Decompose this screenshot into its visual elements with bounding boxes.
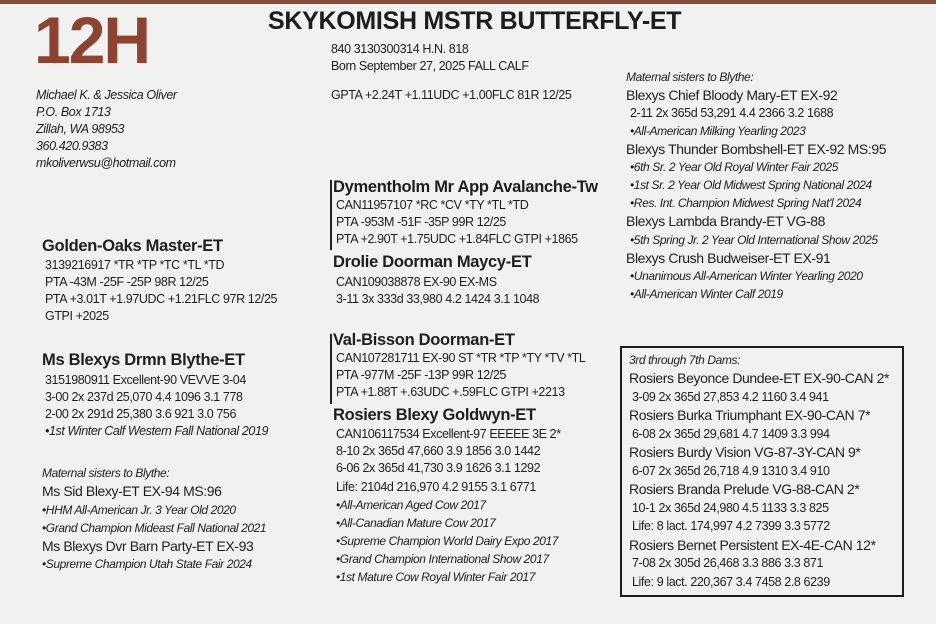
dams-dam-award: •Grand Champion International Show 2017 [336, 552, 549, 566]
dams-dam-award: •1st Mature Cow Royal Winter Fair 2017 [336, 570, 535, 584]
dams-dam-name: Rosiers Blexy Goldwyn-ET [333, 406, 536, 424]
sire-line: PTA -43M -25F -25P 98R 12/25 [45, 275, 209, 289]
sister-award: •All-American Milking Yearling 2023 [630, 123, 806, 138]
pedigree-bracket [330, 334, 332, 404]
sister-name: Ms Blexys Dvr Barn Party-ET EX-93 [42, 537, 254, 554]
sister-award: •Supreme Champion Utah State Fair 2024 [42, 557, 252, 571]
sister-record: 2-11 2x 365d 53,291 4.4 2366 3.2 1688 [630, 105, 834, 120]
sires-sire-name: Dymentholm Mr App Avalanche-Tw [333, 178, 598, 196]
dam-entry-record: Life: 9 lact. 220,367 3.4 7458 2.8 6239 [632, 574, 830, 589]
dams-sire-line: PTA +1.88T +.63UDC +.59FLC GTPI +2213 [336, 385, 565, 399]
maternal-sisters-right [626, 68, 886, 303]
sister-name: Blexys Lambda Brandy-ET VG-88 [626, 213, 826, 229]
dams-dam-line: 8-10 2x 365d 47,660 3.9 1856 3.0 1442 [336, 444, 541, 458]
dam-entry-name: Rosiers Burka Triumphant EX-90-CAN 7* [629, 407, 871, 423]
pedigree-bracket [330, 180, 332, 250]
sister-award: •5th Spring Jr. 2 Year Old International Show 2025 [630, 232, 878, 247]
lot-number: 12H [34, 3, 150, 77]
dams-dam-award: •All-American Aged Cow 2017 [336, 498, 486, 512]
sires-dam-line: 3-11 3x 333d 33,980 4.2 1424 3.1 1048 [336, 292, 540, 306]
dam-line: 3151980911 Excellent-90 VEVVE 3-04 [45, 373, 246, 387]
dam-line: 3-00 2x 237d 25,070 4.4 1096 3.1 778 [45, 390, 243, 404]
sires-dam-name: Drolie Doorman Maycy-ET [333, 253, 532, 271]
sister-award: •All-American Winter Calf 2019 [630, 287, 783, 301]
dams-dam-award: •Supreme Champion World Dairy Expo 2017 [336, 534, 559, 548]
consignor-phone: 360.420.9383 [36, 139, 108, 153]
dam-entry-name: Rosiers Beyonce Dundee-ET EX-90-CAN 2* [629, 370, 890, 386]
dams-dam-block [333, 405, 561, 586]
dams-dam-award: •All-Canadian Mature Cow 2017 [336, 516, 496, 530]
consignor-address: P.O. Box 1713 [36, 105, 111, 119]
sires-dam-line: CAN109038878 EX-90 EX-MS [336, 275, 497, 289]
dams-dam-line: Life: 2104d 216,970 4.2 9155 3.1 6771 [336, 480, 536, 494]
sires-sire-line: PTA +2.90T +1.75UDC +1.84FLC GTPI +1865 [336, 232, 578, 246]
section-heading: Maternal sisters to Blythe: [42, 466, 170, 480]
sister-name: Blexys Thunder Bombshell-ET EX-92 MS:95 [626, 140, 887, 157]
sister-name: Ms Sid Blexy-ET EX-94 MS:96 [42, 483, 222, 499]
dam-entry-record: 10-1 2x 365d 24,980 4.5 1133 3.3 825 [632, 500, 829, 515]
sire-block [42, 236, 278, 325]
sires-sire-line: CAN11957107 *RC *CV *TY *TL *TD [336, 198, 529, 212]
consignor-city: Zillah, WA 98953 [36, 122, 125, 136]
consignor-name: Michael K. & Jessica Oliver [36, 88, 177, 102]
dam-entry-record: 3-09 2x 365d 27,853 4.2 1160 3.4 941 [632, 389, 829, 404]
sire-line: PTA +3.01T +1.97UDC +1.21FLC 97R 12/25 [45, 292, 278, 306]
registration-line: 840 3130300314 H.N. 818 [331, 42, 469, 56]
section-heading: Maternal sisters to Blythe: [626, 70, 754, 84]
sires-sire-line: PTA -953M -51F -35P 99R 12/25 [336, 215, 506, 229]
consignor-info [36, 87, 177, 172]
dam-line: 2-00 2x 291d 25,380 3.6 921 3.0 756 [45, 407, 237, 421]
dams-sire-block [333, 330, 586, 401]
sister-name: Blexys Crush Budweiser-ET EX-91 [626, 249, 831, 266]
dam-block [42, 350, 269, 440]
dam-entry-name: Rosiers Burdy Vision VG-87-3Y-CAN 9* [629, 444, 861, 460]
page-title: SKYKOMISH MSTR BUTTERFLY-ET [268, 7, 682, 35]
dam-entry-record: 7-08 2x 305d 26,468 3.3 886 3.3 871 [632, 556, 824, 570]
sister-award: •Grand Champion Mideast Fall National 2021 [42, 520, 267, 535]
sire-line: 3139216917 *TR *TP *TC *TL *TD [45, 258, 225, 272]
dams-dam-line: CAN106117534 Excellent-97 EEEEE 3E 2* [336, 427, 561, 441]
sister-award: •1st Sr. 2 Year Old Midwest Spring National 2024 [630, 178, 872, 192]
sister-award: •Res. Int. Champion Midwest Spring Nat'l 2024 [630, 196, 862, 210]
dams-sire-line: CAN107281711 EX-90 ST *TR *TP *TY *TV *TL [336, 351, 586, 365]
sister-award: •HHM All-American Jr. 3 Year Old 2020 [42, 502, 236, 517]
consignor-email: mkoliverwsu@hotmail.com [36, 156, 176, 170]
dam-entry-name: Rosiers Bernet Persistent EX-4E-CAN 12* [629, 536, 876, 553]
section-heading: 3rd through 7th Dams: [629, 353, 740, 367]
sires-sire-block [333, 177, 598, 248]
subject-info [331, 41, 571, 104]
dams-dam-line: 6-06 2x 365d 41,730 3.9 1626 3.1 1292 [336, 461, 541, 475]
dam-entry-record: 6-07 2x 365d 26,718 4.9 1310 3.4 910 [632, 463, 830, 478]
sister-award: •Unanimous All-American Winter Yearling 2020 [630, 269, 863, 283]
maternal-sisters-left [42, 464, 266, 573]
dams-sire-line: PTA -977M -25F -13P 99R 12/25 [336, 368, 506, 382]
sister-name: Blexys Chief Bloody Mary-ET EX-92 [626, 87, 838, 103]
dam-entry-record: 6-08 2x 365d 29,681 4.7 1409 3.3 994 [632, 426, 830, 441]
sire-name: Golden-Oaks Master-ET [42, 237, 223, 255]
sires-dam-block [333, 252, 540, 308]
birth-line: Born September 27, 2025 FALL CALF [331, 59, 529, 73]
sire-line: GTPI +2025 [45, 309, 109, 323]
sister-award: •6th Sr. 2 Year Old Royal Winter Fair 2025 [630, 160, 839, 174]
dam-entry-record: Life: 8 lact. 174,997 4.2 7399 3.3 5772 [632, 519, 830, 533]
extended-dams [629, 351, 889, 591]
dam-award: •1st Winter Calf Western Fall National 2019 [45, 424, 269, 438]
dams-sire-name: Val-Bisson Doorman-ET [333, 331, 515, 349]
dam-name: Ms Blexys Drmn Blythe-ET [42, 351, 245, 369]
genomics-line: GPTA +2.24T +1.11UDC +1.00FLC 81R 12/25 [331, 88, 572, 102]
dam-entry-name: Rosiers Branda Prelude VG-88-CAN 2* [629, 481, 860, 497]
